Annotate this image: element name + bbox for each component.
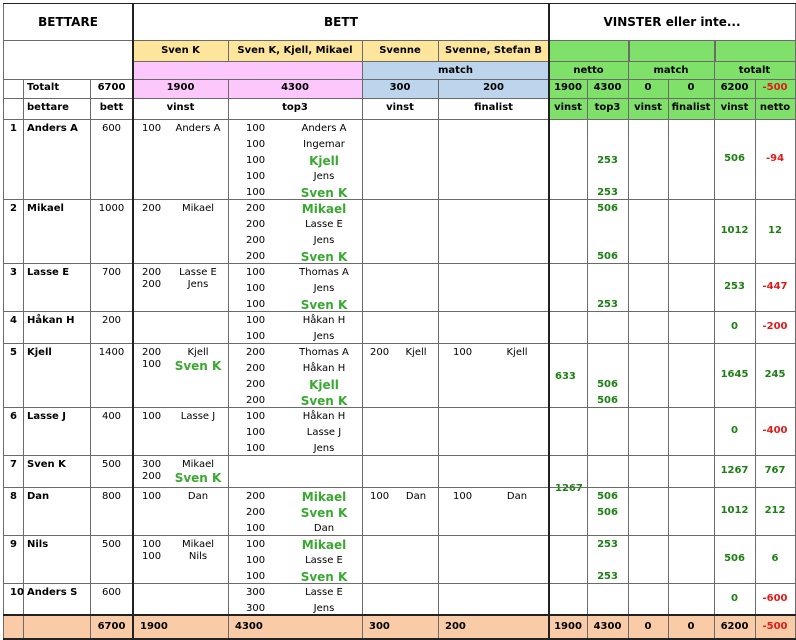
section-title-vinster: VINSTER eller inte... <box>603 15 741 29</box>
bettor-name: Håkan H <box>27 315 75 326</box>
top3-amount: 300 <box>246 587 266 598</box>
col-label-v_match_vinst: vinst <box>634 102 662 113</box>
vinst-pick: Nils <box>188 551 208 562</box>
col-label-v_top3: top3 <box>594 102 621 113</box>
total-netto-value: 767 <box>764 465 786 476</box>
top3-amount: 100 <box>246 283 266 294</box>
bettor-row-cell <box>628 343 669 408</box>
total-vinst-value: 506 <box>724 153 745 164</box>
bettor-row-cell <box>628 407 669 456</box>
bettor-row-cell <box>668 119 715 200</box>
col-label-tot_vinst: vinst <box>720 102 749 113</box>
bettor-row-cell <box>628 487 669 536</box>
top3-amount: 100 <box>246 267 266 278</box>
bettor-row-cell <box>438 119 550 200</box>
top3-amount: 100 <box>246 331 266 342</box>
bettor-row-cell <box>438 263 550 312</box>
header-match-label: match <box>438 65 473 76</box>
bettor-row-cell <box>549 311 588 344</box>
col-label-v_vinst: vinst <box>554 102 582 113</box>
bettor-name: Kjell <box>27 347 52 358</box>
bettor-row-cell <box>549 535 588 584</box>
top3-amount: 100 <box>246 299 266 310</box>
top3-amount: 100 <box>246 555 266 566</box>
bettor-row-cell <box>362 263 439 312</box>
row-number: 5 <box>10 347 17 358</box>
bettor-row-cell <box>362 583 439 616</box>
top3-pick: Mikael <box>301 538 347 552</box>
section-border <box>132 3 134 639</box>
top3-amount: 200 <box>246 363 266 374</box>
totals-top3: 4300 <box>281 82 309 93</box>
top3-pick: Lasse E <box>305 587 343 598</box>
footer-tot_netto: -500 <box>762 621 788 632</box>
header-svenne: Svenne <box>379 45 421 56</box>
match-vinst-amount: 100 <box>370 491 390 502</box>
bettor-row-cell <box>438 407 550 456</box>
row-number: 3 <box>10 267 17 278</box>
totals-v_match_vinst: 0 <box>644 82 652 93</box>
vinst-pick: Lasse E <box>179 267 217 278</box>
bettor-row-cell <box>587 455 629 488</box>
bettor-name: Anders S <box>27 587 78 598</box>
bettor-bett: 500 <box>101 459 122 470</box>
top3-amount: 200 <box>246 203 266 214</box>
top3-amount: 100 <box>246 411 266 422</box>
top3-pick: Thomas A <box>299 267 349 278</box>
vinst-amount: 300 <box>142 459 162 470</box>
bettor-row-cell <box>668 343 715 408</box>
netto-top3-value: 253 <box>597 155 618 166</box>
bettor-bett: 800 <box>101 491 122 502</box>
bettor-row-cell <box>628 311 669 344</box>
top3-pick: Ingemar <box>303 139 345 150</box>
bettor-row-cell <box>628 119 669 200</box>
label-blank <box>3 98 24 120</box>
top3-pick: Håkan H <box>302 315 346 326</box>
bettor-bett: 200 <box>101 315 122 326</box>
vinst-pick: Mikael <box>181 203 215 214</box>
finalist-pick: Kjell <box>506 347 528 358</box>
bettor-bett: 400 <box>101 411 122 422</box>
bettor-row-cell <box>549 119 588 200</box>
top3-pick: Sven K <box>300 570 348 584</box>
totals-finalist: 200 <box>483 82 504 93</box>
total-vinst-value: 253 <box>724 281 745 292</box>
vinst-pick: Mikael <box>181 459 215 470</box>
netto-top3-value: 253 <box>597 539 618 550</box>
top3-amount: 100 <box>246 523 266 534</box>
row-number: 4 <box>10 315 17 326</box>
total-netto-value: -400 <box>762 425 788 436</box>
bettor-row-cell <box>438 311 550 344</box>
vinster-totalt-label: totalt <box>738 65 771 76</box>
header-top3-picks: Sven K, Kjell, Mikael <box>237 45 353 56</box>
vinst-amount: 200 <box>142 267 162 278</box>
vinst-pick: Lasse J <box>180 411 216 422</box>
totals-tot_vinst: 6200 <box>720 82 749 93</box>
bettor-row-cell <box>668 199 715 264</box>
total-netto-value: 212 <box>764 505 786 516</box>
bettor-row-cell <box>668 455 715 488</box>
bettor-row-cell <box>549 407 588 456</box>
top3-pick: Kjell <box>309 378 339 392</box>
total-vinst-value: 1645 <box>720 369 749 380</box>
top3-pick: Mikael <box>301 490 347 504</box>
row-number: 10 <box>10 587 24 598</box>
col-label-vinst: vinst <box>166 102 195 113</box>
top3-amount: 200 <box>246 251 266 262</box>
bettor-row-cell <box>628 263 669 312</box>
totals-tot_netto: -500 <box>762 82 788 93</box>
vinst-amount: 100 <box>142 123 162 134</box>
bettor-row-cell <box>549 583 588 616</box>
top3-pick: Jens <box>313 235 335 246</box>
vinst-amount: 100 <box>142 539 162 550</box>
vinst-pick: Anders A <box>175 123 221 134</box>
top3-pick: Jens <box>313 331 335 342</box>
vinster-header-divider <box>714 40 716 62</box>
bettor-row-cell <box>668 487 715 536</box>
top3-amount: 100 <box>246 427 266 438</box>
bettor-row-cell <box>668 407 715 456</box>
top3-pick: Håkan H <box>302 363 346 374</box>
total-vinst-value: 1267 <box>720 465 749 476</box>
footer-v_match_vinst: 0 <box>644 621 652 632</box>
netto-top3-value: 506 <box>597 251 618 262</box>
finalist-amount: 100 <box>453 347 473 358</box>
vinst-amount: 100 <box>142 359 162 370</box>
vinst-amount: 100 <box>142 491 162 502</box>
top3-pick: Håkan H <box>302 411 346 422</box>
footer-top3: 4300 <box>235 621 263 632</box>
col-label-finalist: finalist <box>474 102 513 113</box>
bettor-row-cell <box>628 455 669 488</box>
bettor-row-cell <box>362 199 439 264</box>
vinst-amount: 200 <box>142 347 162 358</box>
finalist-pick: Dan <box>506 491 528 502</box>
bettor-row-cell <box>549 199 588 264</box>
netto-top3-value: 506 <box>597 395 618 406</box>
bettor-row-cell <box>668 535 715 584</box>
row-number: 7 <box>10 459 17 470</box>
top3-amount: 100 <box>246 155 266 166</box>
top3-pick: Mikael <box>301 202 347 216</box>
bettor-row-cell <box>587 311 629 344</box>
footer-cell <box>23 615 91 639</box>
top3-amount: 100 <box>246 139 266 150</box>
vinst-pick: Mikael <box>181 539 215 550</box>
section-border <box>3 614 796 616</box>
vinst-pick: Sven K <box>174 359 222 373</box>
bettor-bett: 600 <box>101 587 122 598</box>
col-label-v_finalist: finalist <box>671 102 711 113</box>
bettor-row-cell <box>549 487 588 536</box>
bettor-row-cell <box>628 535 669 584</box>
top3-pick: Jens <box>313 603 335 614</box>
total-vinst-value: 0 <box>731 321 738 332</box>
bettor-row-cell <box>668 311 715 344</box>
bettor-row-cell <box>228 455 363 488</box>
totals-vinst: 1900 <box>166 82 195 93</box>
top3-pick: Jens <box>313 283 335 294</box>
footer-match_vinst: 300 <box>369 621 390 632</box>
total-vinst-value: 0 <box>731 593 738 604</box>
footer-v_finalist: 0 <box>687 621 695 632</box>
top3-pick: Sven K <box>300 394 348 408</box>
bettor-row-cell <box>133 311 229 344</box>
vinst-amount: 200 <box>142 471 162 482</box>
bettor-name: Dan <box>27 491 50 502</box>
footer-v_vinst: 1900 <box>554 621 582 632</box>
top3-pick: Kjell <box>309 154 339 168</box>
footer-tot_vinst: 6200 <box>720 621 749 632</box>
footer-bett: 6700 <box>97 621 126 632</box>
totals-v_finalist: 0 <box>687 82 695 93</box>
footer-v_top3: 4300 <box>593 621 622 632</box>
top3-amount: 200 <box>246 235 266 246</box>
bettor-row-cell <box>438 535 550 584</box>
bettor-name: Anders A <box>27 123 78 134</box>
top3-pick: Sven K <box>300 250 348 264</box>
vinst-amount: 100 <box>142 551 162 562</box>
netto-top3-value: 506 <box>597 507 618 518</box>
section-title-bettare: BETTARE <box>38 15 98 29</box>
total-vinst-value: 506 <box>724 553 745 564</box>
bettor-row-cell <box>668 583 715 616</box>
vinst-pick: Sven K <box>174 471 222 485</box>
totals-bett: 6700 <box>97 82 126 93</box>
col-label-bettare: bettare <box>27 102 69 113</box>
top3-pick: Lasse E <box>305 219 343 230</box>
top3-amount: 100 <box>246 539 266 550</box>
header-svenne-stefan: Svenne, Stefan B <box>445 45 542 56</box>
bettor-name: Nils <box>27 539 49 550</box>
footer-finalist: 200 <box>445 621 466 632</box>
row-number: 6 <box>10 411 17 422</box>
totals-v_top3: 4300 <box>593 82 622 93</box>
netto-vinst-value: 633 <box>555 371 576 382</box>
top3-amount: 100 <box>246 315 266 326</box>
netto-top3-value: 506 <box>597 491 618 502</box>
top3-amount: 200 <box>246 395 266 406</box>
bettor-name: Mikael <box>27 203 64 214</box>
bettor-bett: 1400 <box>98 347 125 358</box>
section-title-bett: BETT <box>324 15 358 29</box>
header-pink-band <box>133 61 363 80</box>
bettor-bett: 500 <box>101 539 122 550</box>
bettor-name: Lasse J <box>27 411 67 422</box>
total-netto-value: 6 <box>771 553 779 564</box>
total-netto-value: -600 <box>762 593 788 604</box>
row-number: 1 <box>10 123 17 134</box>
top3-pick: Jens <box>313 443 335 454</box>
bettor-row-cell <box>362 311 439 344</box>
bettor-row-cell <box>362 455 439 488</box>
top3-amount: 100 <box>246 171 266 182</box>
bettor-name: Lasse E <box>27 267 70 278</box>
header-blank-cell <box>3 40 134 80</box>
row-number: 8 <box>10 491 17 502</box>
top3-amount: 200 <box>246 507 266 518</box>
top3-amount: 200 <box>246 379 266 390</box>
top3-pick: Sven K <box>300 186 348 200</box>
top3-amount: 100 <box>246 571 266 582</box>
header-sven-k: Sven K <box>161 45 200 56</box>
col-label-bett: bett <box>99 102 124 113</box>
netto-top3-value: 253 <box>597 299 618 310</box>
totals-match_vinst: 300 <box>389 82 411 93</box>
bettor-row-cell <box>438 199 550 264</box>
netto-top3-value: 253 <box>597 571 618 582</box>
top3-pick: Lasse J <box>306 427 342 438</box>
total-netto-value: -447 <box>762 281 788 292</box>
netto-vinst-value: 1267 <box>555 483 583 494</box>
total-netto-value: -94 <box>765 153 785 164</box>
section-border <box>3 3 796 4</box>
top3-amount: 100 <box>246 123 266 134</box>
footer-cell <box>3 615 24 639</box>
top3-amount: 200 <box>246 219 266 230</box>
top3-pick: Sven K <box>300 506 348 520</box>
match-vinst-pick: Kjell <box>405 347 427 358</box>
bettor-bett: 700 <box>101 267 122 278</box>
top3-pick: Lasse E <box>305 555 343 566</box>
top3-pick: Jens <box>313 171 335 182</box>
bettor-row-cell <box>628 199 669 264</box>
top3-amount: 100 <box>246 443 266 454</box>
vinst-amount: 200 <box>142 279 162 290</box>
row-number: 2 <box>10 203 17 214</box>
bettor-row-cell <box>362 119 439 200</box>
footer-vinst: 1900 <box>140 621 168 632</box>
finalist-amount: 100 <box>453 491 473 502</box>
totals-v_vinst: 1900 <box>554 82 582 93</box>
bettor-row-cell <box>549 263 588 312</box>
top3-amount: 200 <box>246 491 266 502</box>
col-label-match_vinst: vinst <box>386 102 414 113</box>
netto-top3-value: 253 <box>597 187 618 198</box>
top3-pick: Thomas A <box>299 347 349 358</box>
total-vinst-value: 1012 <box>720 505 749 516</box>
match-vinst-pick: Dan <box>405 491 427 502</box>
row-number: 9 <box>10 539 17 550</box>
vinster-header-divider <box>628 40 630 62</box>
total-vinst-value: 0 <box>731 425 738 436</box>
total-netto-value: 12 <box>768 225 782 236</box>
top3-pick: Sven K <box>300 298 348 312</box>
bettor-row-cell <box>438 583 550 616</box>
top3-amount: 300 <box>246 603 266 614</box>
section-border <box>548 3 550 639</box>
bettor-row-cell <box>362 407 439 456</box>
col-label-tot_netto: netto <box>759 102 791 113</box>
bettor-row-cell <box>587 583 629 616</box>
total-netto-value: -200 <box>762 321 788 332</box>
vinst-pick: Kjell <box>187 347 209 358</box>
top3-pick: Anders A <box>301 123 347 134</box>
totals-blank <box>3 79 24 99</box>
top3-amount: 200 <box>246 347 266 358</box>
match-vinst-amount: 200 <box>370 347 390 358</box>
bettor-row-cell <box>668 263 715 312</box>
vinst-pick: Dan <box>187 491 209 502</box>
vinst-amount: 100 <box>142 411 162 422</box>
vinster-match-label: match <box>653 65 689 76</box>
netto-top3-value: 506 <box>597 379 618 390</box>
vinst-amount: 200 <box>142 203 162 214</box>
total-vinst-value: 1012 <box>720 225 749 236</box>
bettor-row-cell <box>362 535 439 584</box>
bettor-name: Sven K <box>27 459 66 470</box>
totals-label: Totalt <box>27 82 60 93</box>
col-label-top3: top3 <box>282 102 308 113</box>
vinster-header-top <box>549 40 796 62</box>
vinster-netto-label: netto <box>573 65 604 76</box>
total-netto-value: 245 <box>764 369 786 380</box>
bettor-row-cell <box>587 407 629 456</box>
bettor-bett: 600 <box>101 123 122 134</box>
vinst-pick: Jens <box>187 279 209 290</box>
top3-pick: Dan <box>313 523 335 534</box>
netto-top3-value: 506 <box>597 203 618 214</box>
bettor-row-cell <box>133 583 229 616</box>
bettor-row-cell <box>628 583 669 616</box>
bettor-bett: 1000 <box>98 203 125 214</box>
top3-amount: 100 <box>246 187 266 198</box>
bettor-row-cell <box>438 455 550 488</box>
